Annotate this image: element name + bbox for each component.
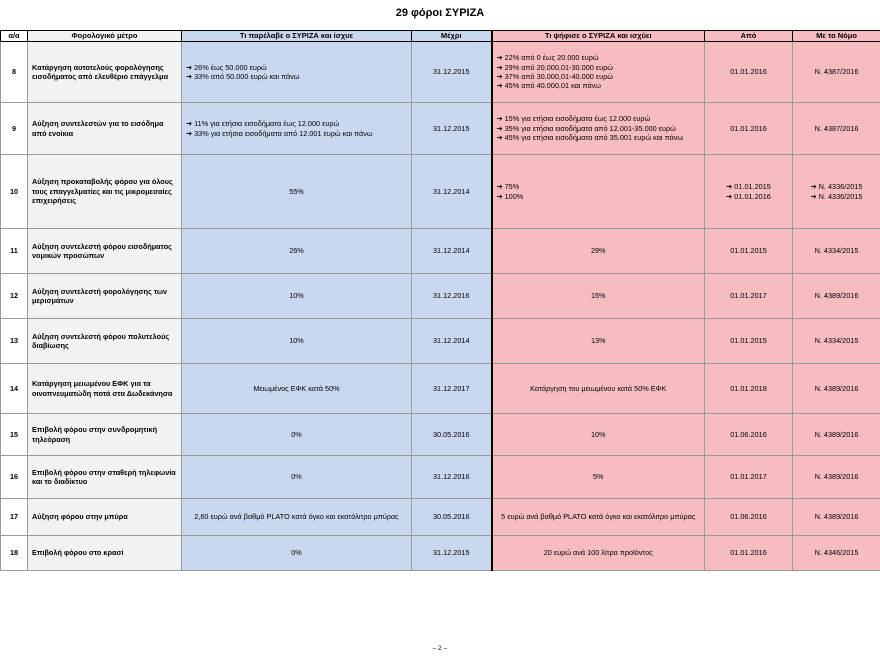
tax-measure: Επιβολή φόρου στην σταθερή τηλεφωνία και το διαδίκτυο bbox=[28, 456, 182, 499]
voted-value-text: 29% bbox=[590, 246, 606, 256]
voted-value-line bbox=[497, 72, 701, 81]
voted-value-text: 15% bbox=[590, 291, 606, 301]
arrow-right-icon: ➔ bbox=[496, 191, 503, 201]
page-title: 29 φόροι ΣΥΡΙΖΑ bbox=[395, 7, 485, 19]
from-date-line bbox=[709, 472, 788, 481]
law-ref bbox=[793, 364, 880, 414]
before-value-text: 2,60 ευρώ ανά βαθμό PLATO κατά όγκο και εκατόλιτρο μπύρας bbox=[194, 512, 399, 522]
from-date-text: 01.01.2016 bbox=[730, 123, 767, 133]
before-value-line bbox=[186, 472, 407, 481]
before-value-text: 26% έως 50.000 ευρώ bbox=[194, 62, 267, 72]
from-date-line bbox=[709, 192, 788, 201]
until-date: 31.12.2015 bbox=[412, 536, 492, 571]
tax-measure: Αύξηση συντελεστή φόρου πολυτελούς διαβίωσης bbox=[28, 319, 182, 364]
voted-value-line bbox=[497, 182, 701, 191]
voted-value-text: 5 ευρώ ανά βαθμό PLATO κατά όγκο και εκατόλιτρο μπύρας bbox=[501, 512, 696, 522]
voted-value bbox=[492, 414, 705, 456]
law-ref-line bbox=[797, 246, 876, 255]
row-number: 12 bbox=[1, 274, 28, 319]
until-date: 31.12.2017 bbox=[412, 364, 492, 414]
from-date-text: 01.01.2017 bbox=[730, 291, 767, 301]
law-ref-text: Ν. 4389/2016 bbox=[814, 383, 859, 393]
table-row bbox=[1, 414, 880, 456]
tax-measure: Κατάργηση αυτοτελούς φορολόγησης εισοδήματος από ελευθέριο επάγγελμα bbox=[28, 42, 182, 103]
table-row bbox=[1, 364, 880, 414]
table-row bbox=[1, 155, 880, 229]
from-date bbox=[705, 42, 793, 103]
from-date bbox=[705, 319, 793, 364]
voted-value-text: 13% bbox=[590, 336, 606, 346]
law-ref-text: Ν. 4389/2016 bbox=[814, 512, 859, 522]
row-number: 16 bbox=[1, 456, 28, 499]
voted-value bbox=[492, 364, 705, 414]
voted-value-text: 22% από 0 έως 20.000 ευρώ bbox=[504, 53, 599, 63]
before-value-line bbox=[186, 430, 407, 439]
law-ref bbox=[793, 274, 880, 319]
arrow-right-icon: ➔ bbox=[496, 53, 503, 63]
law-ref bbox=[793, 499, 880, 536]
tax-measure: Αύξηση προκαταβολής φόρου για όλους τους επαγγελματίες και τις μικρομεσαίες επιχειρήσεις bbox=[28, 155, 182, 229]
before-value-line bbox=[186, 512, 407, 521]
voted-value bbox=[492, 229, 705, 274]
from-date bbox=[705, 456, 793, 499]
law-ref bbox=[793, 319, 880, 364]
until-date: 31.12.2014 bbox=[412, 319, 492, 364]
voted-value-text: 20 ευρώ ανά 100 λίτρα προϊόντος bbox=[543, 548, 653, 558]
before-value-text: 0% bbox=[291, 472, 302, 482]
page-number: – 2 – bbox=[432, 645, 448, 652]
until-date: 30.05.2016 bbox=[412, 414, 492, 456]
before-value bbox=[182, 499, 412, 536]
tax-measure: Αύξηση συντελεστών για το εισόδημα από ενοίκια bbox=[28, 103, 182, 155]
until-date: 31.12.2015 bbox=[412, 103, 492, 155]
row-number: 13 bbox=[1, 319, 28, 364]
arrow-right-icon: ➔ bbox=[810, 182, 817, 192]
law-ref-text: Ν. 4334/2015 bbox=[814, 336, 859, 346]
arrow-right-icon: ➔ bbox=[496, 81, 503, 91]
tax-measures-table bbox=[0, 30, 880, 571]
before-value bbox=[182, 536, 412, 571]
law-ref-text: Ν. 4387/2016 bbox=[814, 123, 859, 133]
from-date-text: 01.01.2016 bbox=[730, 548, 767, 558]
before-value bbox=[182, 103, 412, 155]
law-ref bbox=[793, 414, 880, 456]
voted-value bbox=[492, 456, 705, 499]
voted-value-line bbox=[497, 133, 701, 142]
row-number: 15 bbox=[1, 414, 28, 456]
table-row bbox=[1, 499, 880, 536]
from-date-line bbox=[709, 67, 788, 76]
voted-value-line bbox=[497, 192, 701, 201]
arrow-right-icon: ➔ bbox=[186, 128, 193, 138]
header-until: Μέχρι bbox=[412, 31, 492, 42]
before-value-line bbox=[186, 336, 407, 345]
voted-value-text: 5% bbox=[592, 472, 604, 482]
law-ref-line bbox=[797, 192, 876, 201]
until-date: 31.12.2016 bbox=[412, 274, 492, 319]
law-ref-line bbox=[797, 512, 876, 521]
voted-value-line bbox=[497, 246, 701, 255]
from-date-line bbox=[709, 512, 788, 521]
law-ref bbox=[793, 456, 880, 499]
voted-value-line bbox=[497, 472, 701, 481]
before-value-text: 26% bbox=[289, 246, 304, 256]
arrow-right-icon: ➔ bbox=[496, 133, 503, 143]
voted-value bbox=[492, 155, 705, 229]
voted-value-line bbox=[497, 81, 701, 90]
law-ref-line bbox=[797, 472, 876, 481]
row-number: 10 bbox=[1, 155, 28, 229]
voted-value-text: 37% από 30.000,01-40.000 ευρώ bbox=[504, 72, 613, 81]
tax-measure: Αύξηση φόρου στην μπύρα bbox=[28, 499, 182, 536]
voted-value-text: 10% bbox=[590, 429, 606, 439]
from-date-text: 01.01.2015 bbox=[734, 182, 771, 192]
voted-value bbox=[492, 536, 705, 571]
voted-value-text: 15% για ετήσια εισοδήματα έως 12.000 ευρώ bbox=[504, 114, 651, 124]
from-date bbox=[705, 274, 793, 319]
before-value bbox=[182, 229, 412, 274]
until-date: 31.12.2014 bbox=[412, 229, 492, 274]
from-date-line bbox=[709, 384, 788, 393]
law-ref-text: Ν. 4336/2015 bbox=[818, 182, 863, 192]
voted-value-line bbox=[497, 384, 701, 393]
row-number: 14 bbox=[1, 364, 28, 414]
from-date-line bbox=[709, 548, 788, 557]
from-date-text: 01.01.2015 bbox=[730, 246, 767, 256]
table-row bbox=[1, 229, 880, 274]
voted-value-line bbox=[497, 548, 701, 557]
voted-value-text: 100% bbox=[504, 191, 524, 201]
from-date bbox=[705, 229, 793, 274]
voted-value bbox=[492, 499, 705, 536]
header-no: α/α bbox=[1, 31, 28, 42]
before-value-line bbox=[186, 384, 407, 393]
header-before: Τι παρέλαβε ο ΣΥΡΙΖΑ και ίσχυε bbox=[182, 31, 412, 42]
before-value-line bbox=[186, 72, 407, 81]
from-date bbox=[705, 414, 793, 456]
law-ref bbox=[793, 103, 880, 155]
voted-value-line bbox=[497, 63, 701, 72]
before-value-line bbox=[186, 63, 407, 72]
voted-value bbox=[492, 103, 705, 155]
before-value-text: Μειωμένος ΕΦΚ κατά 50% bbox=[253, 383, 340, 393]
before-value bbox=[182, 155, 412, 229]
from-date-text: 01.06.2016 bbox=[730, 512, 767, 522]
from-date-text: 01.01.2017 bbox=[730, 472, 767, 482]
law-ref bbox=[793, 42, 880, 103]
voted-value-text: 35% για ετήσια εισοδήματα από 12.001-35.000 ευρώ bbox=[504, 123, 676, 133]
law-ref-text: Ν. 4336/2015 bbox=[818, 191, 863, 201]
before-value-line bbox=[186, 119, 407, 128]
voted-value-line bbox=[497, 512, 701, 521]
from-date-line bbox=[709, 182, 788, 191]
voted-value-line bbox=[497, 336, 701, 345]
before-value-line bbox=[186, 246, 407, 255]
before-value-text: 0% bbox=[291, 429, 302, 439]
voted-value bbox=[492, 274, 705, 319]
from-date-text: 01.01.2016 bbox=[734, 191, 771, 201]
tax-measure: Αύξηση συντελεστή φορολόγησης των μερισμάτων bbox=[28, 274, 182, 319]
until-date: 31.12.2015 bbox=[412, 42, 492, 103]
row-number: 11 bbox=[1, 229, 28, 274]
law-ref bbox=[793, 229, 880, 274]
before-value-text: 33% για ετήσια εισοδήματα από 12.001 ευρώ και πάνω bbox=[194, 128, 373, 138]
tax-measure: Αύξηση συντελεστή φόρου εισοδήματος νομικών προσώπων bbox=[28, 229, 182, 274]
table-row bbox=[1, 103, 880, 155]
before-value bbox=[182, 274, 412, 319]
law-ref-line bbox=[797, 430, 876, 439]
header-voted: Τι ψήφισε ο ΣΥΡΙΖΑ και ισχύει bbox=[492, 31, 705, 42]
law-ref-text: Ν. 4387/2016 bbox=[814, 67, 859, 77]
from-date bbox=[705, 536, 793, 571]
tax-measure: Κατάργηση μειωμένου ΕΦΚ για τα οινοπνευματώδη ποτά στα Δωδεκάνησα bbox=[28, 364, 182, 414]
from-date bbox=[705, 364, 793, 414]
before-value-line bbox=[186, 187, 407, 196]
before-value bbox=[182, 42, 412, 103]
from-date-text: 01.01.2016 bbox=[730, 67, 767, 77]
header-law: Με το Νόμο bbox=[793, 31, 880, 42]
before-value bbox=[182, 319, 412, 364]
until-date: 31.12.2014 bbox=[412, 155, 492, 229]
table-row bbox=[1, 274, 880, 319]
before-value-text: 11% για ετήσια εισοδήματα έως 12.000 ευρώ bbox=[194, 119, 340, 129]
from-date-line bbox=[709, 430, 788, 439]
from-date-text: 01.06.2016 bbox=[730, 429, 767, 439]
law-ref-line bbox=[797, 291, 876, 300]
row-number: 18 bbox=[1, 536, 28, 571]
table-row bbox=[1, 456, 880, 499]
arrow-right-icon: ➔ bbox=[186, 119, 193, 129]
arrow-right-icon: ➔ bbox=[726, 191, 733, 201]
arrow-right-icon: ➔ bbox=[810, 191, 817, 201]
before-value bbox=[182, 456, 412, 499]
from-date-line bbox=[709, 124, 788, 133]
tax-measure: Επιβολή φόρου στην συνδρομητική τηλεόραση bbox=[28, 414, 182, 456]
table-row bbox=[1, 319, 880, 364]
from-date-line bbox=[709, 336, 788, 345]
before-value bbox=[182, 364, 412, 414]
law-ref-text: Ν. 4389/2016 bbox=[814, 429, 859, 439]
table-row bbox=[1, 536, 880, 571]
law-ref-line bbox=[797, 336, 876, 345]
before-value-text: 0% bbox=[291, 548, 302, 558]
table-header-row bbox=[1, 31, 880, 42]
before-value-text: 10% bbox=[289, 291, 304, 301]
law-ref-line bbox=[797, 182, 876, 191]
header-from: Από bbox=[705, 31, 793, 42]
voted-value-line bbox=[497, 291, 701, 300]
arrow-right-icon: ➔ bbox=[496, 62, 503, 72]
from-date-line bbox=[709, 291, 788, 300]
arrow-right-icon: ➔ bbox=[496, 123, 503, 133]
law-ref-text: Ν. 4389/2016 bbox=[814, 472, 859, 482]
until-date: 30.05.2016 bbox=[412, 499, 492, 536]
row-number: 9 bbox=[1, 103, 28, 155]
law-ref bbox=[793, 155, 880, 229]
voted-value-line bbox=[497, 124, 701, 133]
law-ref-line bbox=[797, 67, 876, 76]
before-value bbox=[182, 414, 412, 456]
law-ref-line bbox=[797, 124, 876, 133]
law-ref-text: Ν. 4334/2015 bbox=[814, 246, 859, 256]
voted-value-text: 29% από 20.000,01-30.000 ευρώ bbox=[504, 62, 613, 72]
before-value-text: 55% bbox=[289, 186, 304, 196]
voted-value-text: 75% bbox=[504, 182, 520, 192]
from-date bbox=[705, 103, 793, 155]
before-value-line bbox=[186, 129, 407, 138]
law-ref-line bbox=[797, 384, 876, 393]
voted-value-line bbox=[497, 114, 701, 123]
voted-value-line bbox=[497, 53, 701, 62]
voted-value-text: 45% από 40.000,01 και πάνω bbox=[504, 81, 602, 91]
tax-measure: Επιβολή φόρου στο κρασί bbox=[28, 536, 182, 571]
table-row bbox=[1, 42, 880, 103]
until-date: 31.12.2016 bbox=[412, 456, 492, 499]
from-date bbox=[705, 499, 793, 536]
voted-value-text: 45% για ετήσια εισοδήματα από 35.001 ευρώ και πάνω bbox=[504, 133, 684, 143]
voted-value bbox=[492, 42, 705, 103]
voted-value-line bbox=[497, 430, 701, 439]
law-ref bbox=[793, 536, 880, 571]
arrow-right-icon: ➔ bbox=[496, 182, 503, 192]
voted-value-text: Κατάργηση του μειωμένου κατά 50% ΕΦΚ bbox=[530, 383, 667, 393]
voted-value bbox=[492, 319, 705, 364]
from-date bbox=[705, 155, 793, 229]
law-ref-text: Ν. 4389/2016 bbox=[814, 291, 859, 301]
row-number: 17 bbox=[1, 499, 28, 536]
before-value-line bbox=[186, 548, 407, 557]
before-value-line bbox=[186, 291, 407, 300]
from-date-line bbox=[709, 246, 788, 255]
from-date-text: 01.01.2018 bbox=[730, 383, 767, 393]
header-measure: Φορολογικό μέτρο bbox=[28, 31, 182, 42]
arrow-right-icon: ➔ bbox=[496, 72, 503, 81]
arrow-right-icon: ➔ bbox=[186, 72, 193, 81]
arrow-right-icon: ➔ bbox=[726, 182, 733, 192]
arrow-right-icon: ➔ bbox=[496, 114, 503, 124]
arrow-right-icon: ➔ bbox=[186, 62, 193, 72]
law-ref-line bbox=[797, 548, 876, 557]
from-date-text: 01.01.2015 bbox=[730, 336, 767, 346]
table-body bbox=[1, 42, 880, 571]
before-value-text: 33% από 50.000 ευρώ και πάνω bbox=[194, 72, 300, 81]
before-value-text: 10% bbox=[289, 336, 304, 346]
law-ref-text: Ν. 4346/2015 bbox=[814, 548, 859, 558]
row-number: 8 bbox=[1, 42, 28, 103]
